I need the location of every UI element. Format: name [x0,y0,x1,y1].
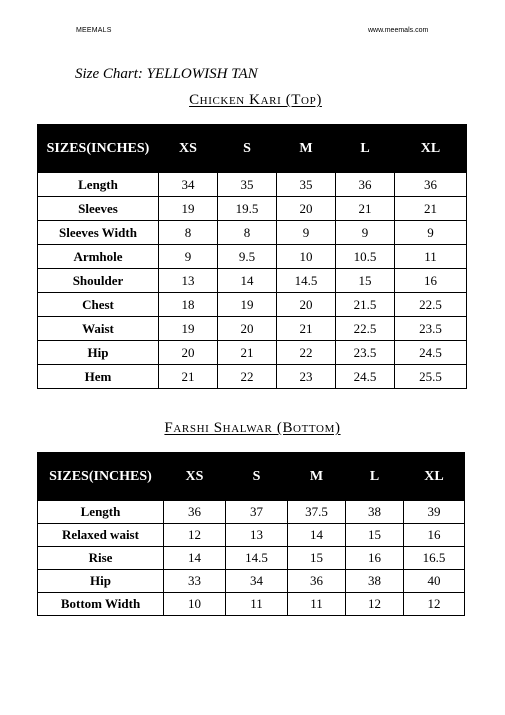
measurement-value: 36 [164,501,226,524]
measurement-value: 12 [346,593,404,616]
size-column-header: XL [404,453,465,501]
measurement-label: Rise [38,547,164,570]
measurement-value: 8 [218,221,277,245]
table-row [38,501,465,524]
table-row [38,593,465,616]
measurement-value: 19 [159,197,218,221]
measurement-value: 14 [288,524,346,547]
measurement-value: 23.5 [336,341,395,365]
table-row [38,547,465,570]
bottom-section-heading: Farshi Shalwar (Bottom) [164,420,341,436]
measurement-value: 24.5 [395,341,467,365]
table-row [38,317,467,341]
measurement-value: 22 [218,365,277,389]
table-row [38,269,467,293]
measurement-value: 16.5 [404,547,465,570]
measurement-value: 14 [164,547,226,570]
table-row [38,221,467,245]
measurement-value: 14.5 [277,269,336,293]
measurement-value: 21 [277,317,336,341]
measurement-value: 23 [277,365,336,389]
bottom-size-table [37,452,465,616]
measurement-value: 38 [346,570,404,593]
table-row [38,365,467,389]
measurement-value: 34 [159,173,218,197]
measurement-value: 21 [218,341,277,365]
measurement-label: Sleeves Width [38,221,159,245]
sizes-column-header: SIZES(INCHES) [38,453,164,501]
measurement-value: 22 [277,341,336,365]
header-row [38,125,467,173]
measurement-value: 20 [277,293,336,317]
measurement-value: 24.5 [336,365,395,389]
top-section-heading: Chicken Kari (Top) [189,92,322,108]
measurement-value: 12 [404,593,465,616]
measurement-value: 13 [159,269,218,293]
size-column-header: XS [159,125,218,173]
table-row [38,341,467,365]
measurement-value: 36 [336,173,395,197]
measurement-label: Armhole [38,245,159,269]
measurement-value: 15 [336,269,395,293]
table-row [38,524,465,547]
measurement-value: 34 [226,570,288,593]
measurement-value: 25.5 [395,365,467,389]
measurement-value: 21.5 [336,293,395,317]
measurement-value: 14 [218,269,277,293]
measurement-value: 15 [346,524,404,547]
measurement-value: 18 [159,293,218,317]
measurement-value: 21 [395,197,467,221]
table-row [38,197,467,221]
measurement-value: 21 [159,365,218,389]
table-row [38,570,465,593]
table-row [38,245,467,269]
measurement-value: 9 [159,245,218,269]
measurement-value: 11 [226,593,288,616]
measurement-value: 14.5 [226,547,288,570]
measurement-value: 37.5 [288,501,346,524]
page-title: Size Chart: YELLOWISH TAN [75,66,258,82]
size-column-header: XL [395,125,467,173]
size-column-header: L [346,453,404,501]
measurement-label: Sleeves [38,197,159,221]
bottom-table-header [38,453,465,501]
table-row [38,173,467,197]
size-column-header: M [277,125,336,173]
measurement-value: 10 [277,245,336,269]
measurement-value: 23.5 [395,317,467,341]
measurement-value: 40 [404,570,465,593]
measurement-label: Shoulder [38,269,159,293]
measurement-value: 35 [277,173,336,197]
size-column-header: L [336,125,395,173]
measurement-label: Relaxed waist [38,524,164,547]
measurement-label: Hip [38,341,159,365]
table-row [38,293,467,317]
measurement-value: 10 [164,593,226,616]
measurement-label: Hem [38,365,159,389]
measurement-value: 20 [218,317,277,341]
measurement-value: 10.5 [336,245,395,269]
size-column-header: M [288,453,346,501]
measurement-value: 19 [159,317,218,341]
measurement-value: 16 [346,547,404,570]
measurement-value: 19.5 [218,197,277,221]
measurement-value: 9.5 [218,245,277,269]
measurement-value: 22.5 [395,293,467,317]
header-row [38,453,465,501]
sizes-column-header: SIZES(INCHES) [38,125,159,173]
measurement-value: 36 [288,570,346,593]
top-table-body [38,173,467,389]
bottom-table-body [38,501,465,616]
measurement-value: 21 [336,197,395,221]
measurement-value: 33 [164,570,226,593]
measurement-value: 12 [164,524,226,547]
measurement-value: 19 [218,293,277,317]
measurement-value: 35 [218,173,277,197]
measurement-value: 20 [277,197,336,221]
brand-name: MEEMALS [76,27,112,34]
measurement-value: 11 [288,593,346,616]
size-column-header: S [226,453,288,501]
measurement-value: 9 [277,221,336,245]
measurement-label: Chest [38,293,159,317]
measurement-label: Waist [38,317,159,341]
measurement-value: 39 [404,501,465,524]
measurement-value: 15 [288,547,346,570]
top-size-table [37,124,467,389]
measurement-value: 37 [226,501,288,524]
measurement-value: 20 [159,341,218,365]
measurement-label: Length [38,501,164,524]
measurement-value: 16 [404,524,465,547]
measurement-value: 16 [395,269,467,293]
top-table-header [38,125,467,173]
measurement-value: 8 [159,221,218,245]
measurement-value: 9 [395,221,467,245]
measurement-value: 13 [226,524,288,547]
measurement-label: Bottom Width [38,593,164,616]
measurement-label: Hip [38,570,164,593]
measurement-value: 11 [395,245,467,269]
measurement-value: 38 [346,501,404,524]
website-url: www.meemals.com [368,27,429,34]
measurement-label: Length [38,173,159,197]
size-column-header: S [218,125,277,173]
size-column-header: XS [164,453,226,501]
measurement-value: 9 [336,221,395,245]
measurement-value: 22.5 [336,317,395,341]
measurement-value: 36 [395,173,467,197]
